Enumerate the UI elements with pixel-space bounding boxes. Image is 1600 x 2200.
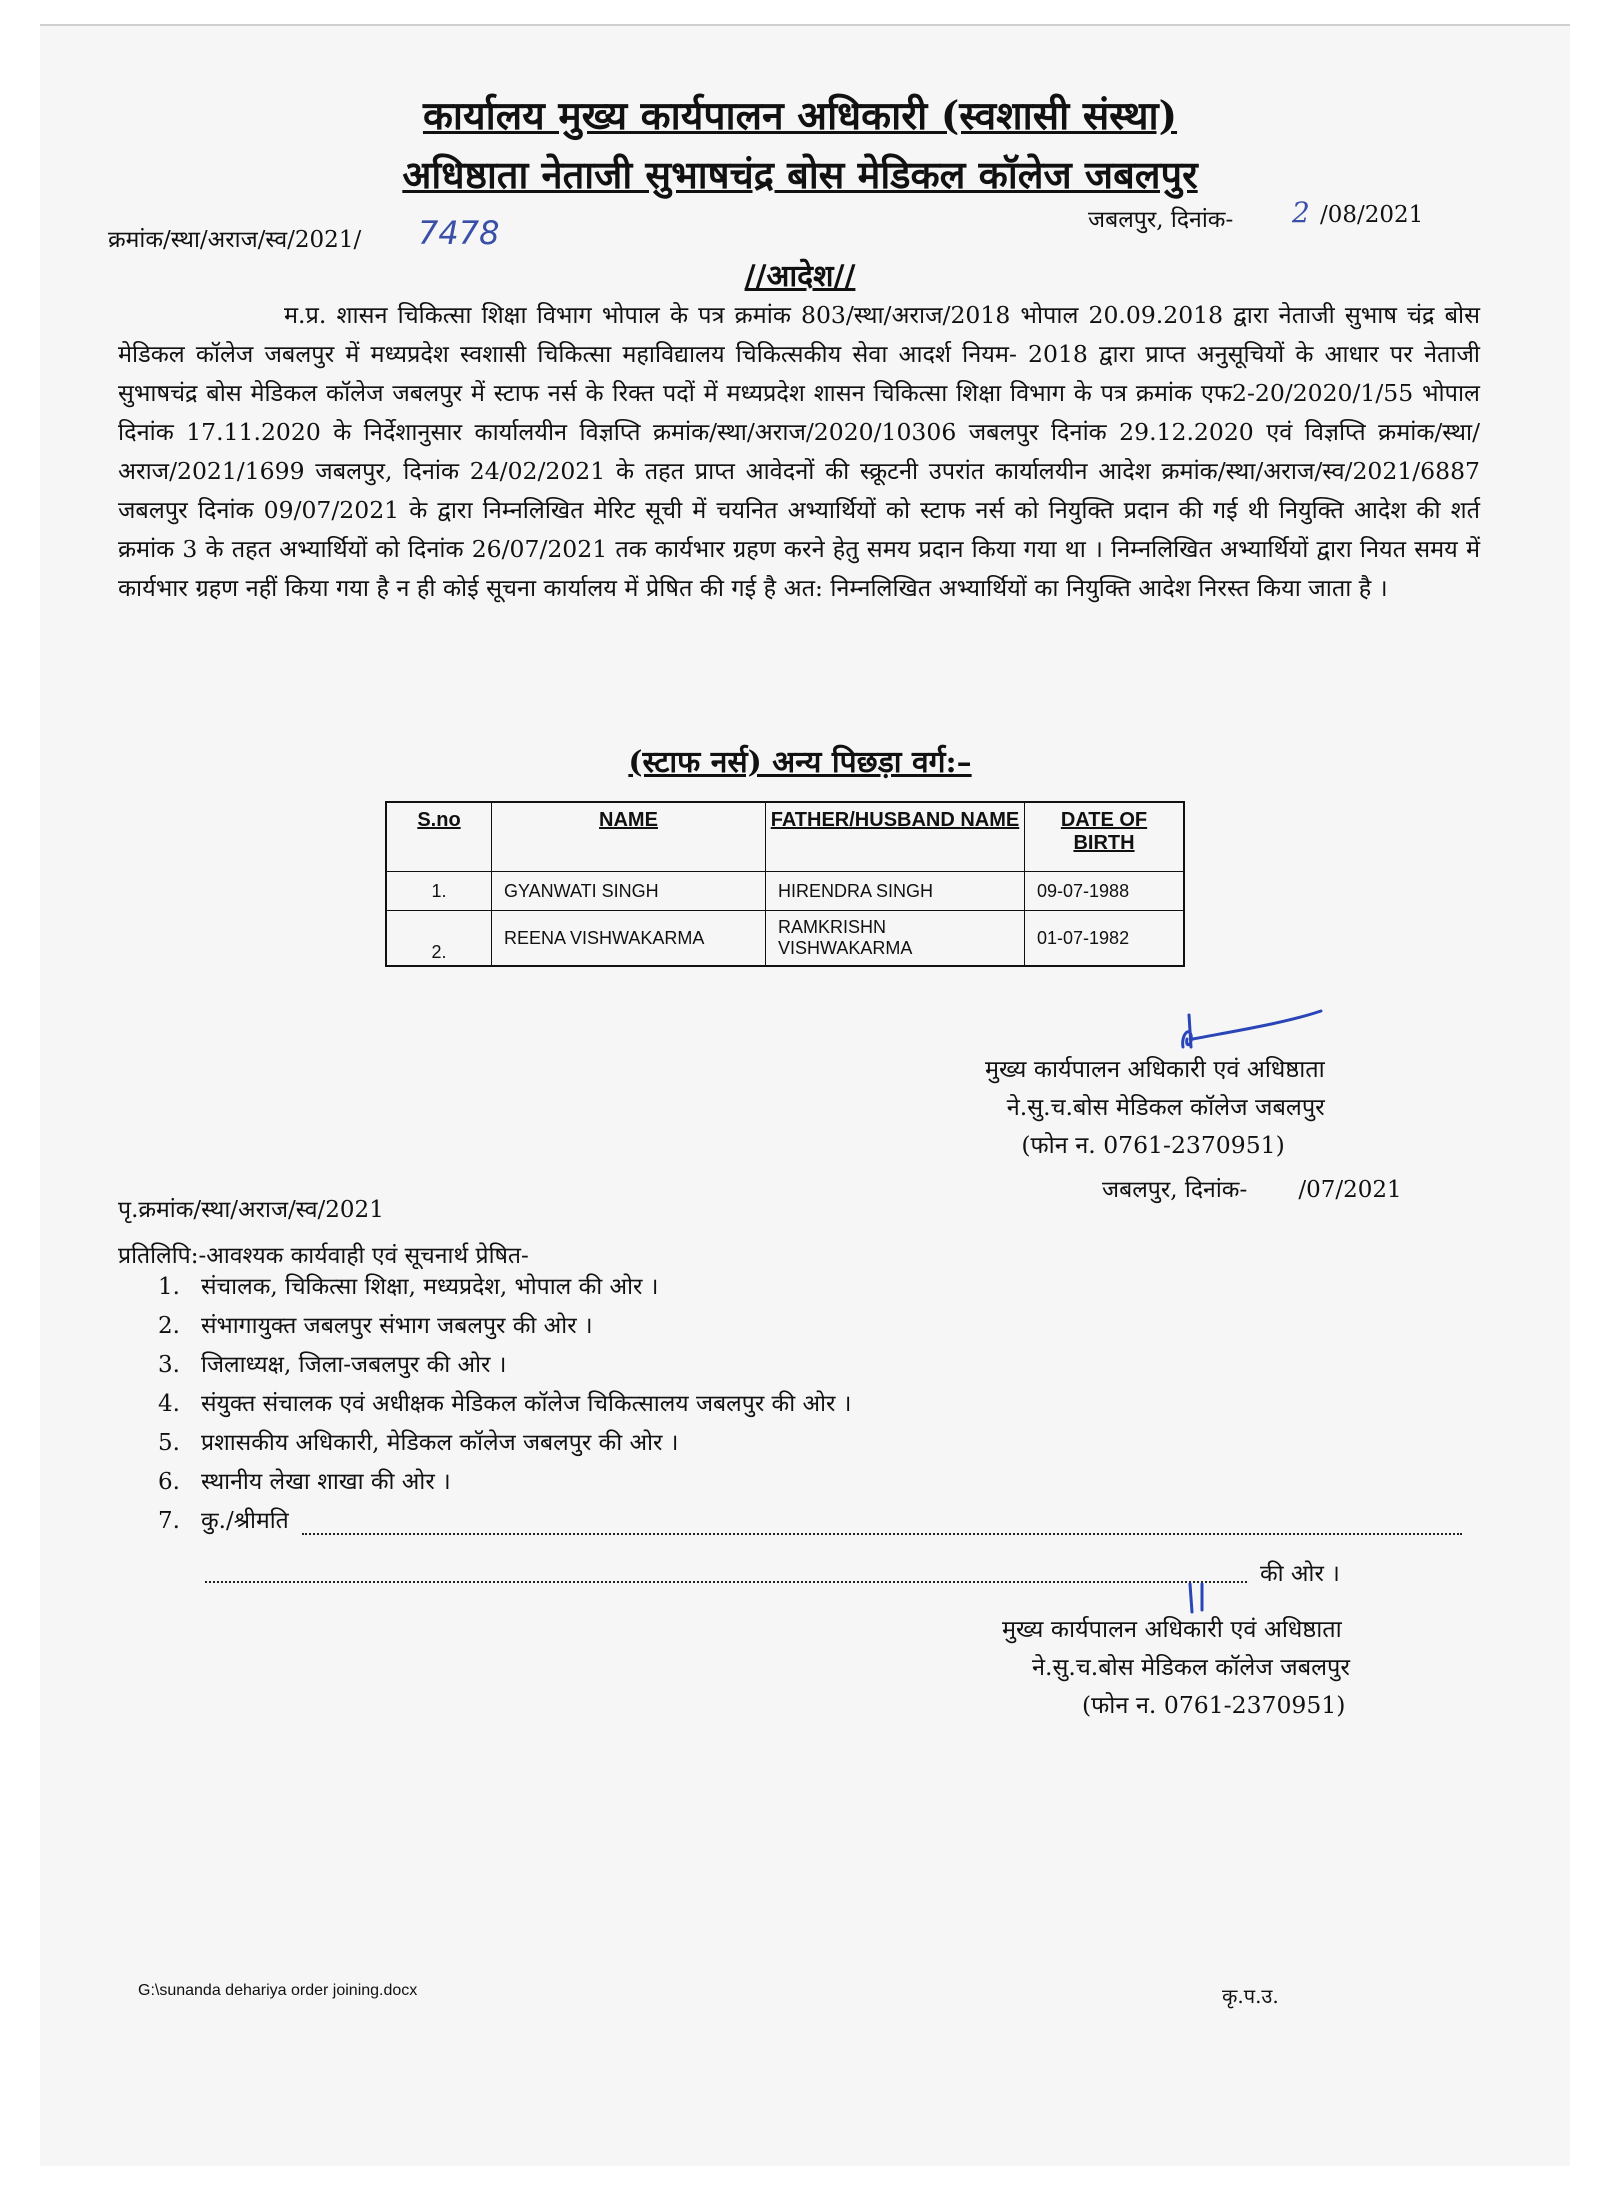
row-father-name: RAMKRISHN VISHWAKARMA — [766, 911, 1025, 967]
signatory-college: ने.सु.च.बोस मेडिकल कॉलेज जबलपुर — [1032, 1653, 1351, 1681]
table-header-row — [386, 802, 1184, 872]
signature-block-1 — [985, 1050, 1325, 1164]
staff-nurse-table — [385, 801, 1185, 967]
row-father-name: HIRENDRA SINGH — [766, 872, 1025, 911]
copy-date: जबलपुर, दिनांक- /07/2021 — [1102, 1177, 1402, 1203]
row-name: GYANWATI SINGH — [492, 872, 766, 911]
signatory-college: ने.सु.च.बोस मेडिकल कॉलेज जबलपुर — [1006, 1093, 1325, 1121]
handwritten-reference-number: 7478 — [418, 214, 500, 252]
header-name: NAME — [492, 802, 766, 872]
towards-text: की ओर । — [1260, 1561, 1340, 1587]
office-title: कार्यालय मुख्य कार्यपालन अधिकारी (स्वशासी संस्था) — [422, 93, 1178, 139]
table-row — [386, 872, 1184, 911]
copy-intro: प्रतिलिपि:-आवश्यक कार्यवाही एवं सूचनार्थ प्रेषित- — [118, 1243, 529, 1269]
please-turn-over: कृ.प.उ. — [1222, 1984, 1279, 2008]
signatory-designation: मुख्य कार्यपालन अधिकारी एवं अधिष्ठाता — [1002, 1615, 1342, 1643]
file-path: G:\sunanda dehariya order joining.docx — [138, 1982, 418, 1999]
row-dob: 09-07-1988 — [1025, 872, 1185, 911]
header-sno: S.no — [386, 802, 492, 872]
signatory-phone: (फोन न. 0761-2370951) — [1082, 1691, 1346, 1719]
header-date-of-birth: DATE OF BIRTH — [1025, 802, 1185, 872]
order-heading: //आदेश// — [744, 259, 856, 294]
row-dob: 01-07-1982 — [1025, 911, 1185, 967]
signature-mark — [1175, 1005, 1325, 1055]
reference-number-label: क्रमांक/स्था/अराज/स्व/2021/ — [108, 227, 362, 253]
date-label: जबलपुर, दिनांक- — [1088, 207, 1234, 233]
date-month-year: /08/2021 — [1320, 202, 1424, 228]
copy-reference: पृ.क्रमांक/स्था/अराज/स्व/2021 — [118, 1197, 384, 1223]
handwritten-date-day: 2 — [1292, 196, 1310, 229]
signatory-designation: मुख्य कार्यपालन अधिकारी एवं अधिष्ठाता — [985, 1055, 1325, 1083]
row-name: REENA VISHWAKARMA — [492, 911, 766, 967]
row-sno: 1. — [386, 872, 492, 911]
category-heading: (स्टाफ नर्स) अन्य पिछड़ा वर्ग:– — [628, 745, 972, 780]
college-title: अधिष्ठाता नेताजी सुभाषचंद्र बोस मेडिकल कॉलेज जबलपुर — [402, 152, 1198, 197]
blank-line-recipient — [302, 1533, 1462, 1535]
signature-block-2 — [1002, 1610, 1350, 1724]
table-row — [386, 911, 1184, 967]
row-sno: 2. — [386, 911, 492, 967]
header-father-husband-name: FATHER/HUSBAND NAME — [766, 802, 1025, 872]
order-body-paragraph: म.प्र. शासन चिकित्सा शिक्षा विभाग भोपाल के पत्र क्रमांक 803/स्था/अराज/2018 भोपाल 20.09.2018 द्वारा नेताजी सुभाष चंद्र बोस मेडिकल कॉलेज जबलपुर में मध्यप्रदेश स्वशासी चिकित्सा महाविद्यालय चिकित्सकीय सेवा आदर्श नियम- 2018 द्वारा प्राप्त अनुसूचियों के आधार पर नेताजी सुभाषचंद्र बोस मेडिकल कॉलेज जबलपुर में स्टाफ नर्स के रिक्त पदों में मध्यप्रदेश शासन चिकित्सा शिक्षा विभाग के पत्र क्रमांक एफ2-20/2020/1/55 भोपाल दिनांक 17.11.2020 के निर्देशानुसार कार्यालयीन विज्ञप्ति क्रमांक/स्था/अराज/2020/10306 जबलपुर दिनांक 29.12.2020 एवं विज्ञप्ति क्रमांक/स्था/ अराज/2021/1699 जबलपुर, दिनांक 24/02/2021 के तहत प्राप्त आवेदनों की स्क्रूटनी उपरांत कार्यालयीन आदेश क्रमांक/स्था/अराज/स्व/2021/6887 जबलपुर दिनांक 09/07/2021 के द्वारा निम्नलिखित मेरिट सूची में चयनित अभ्यार्थियों को स्टाफ नर्स को नियुक्ति प्रदान की गई थी नियुक्ति आदेश की शर्त क्रमांक 3 के तहत अभ्यार्थियों को दिनांक 26/07/2021 तक कार्यभार ग्रहण करने हेतु समय प्रदान किया गया था । निम्नलिखित अभ्यार्थियों द्वारा नियत समय में कार्यभार ग्रहण नहीं किया गया है न ही कोई सूचना कार्यालय में प्रेषित की गई है अत: निम्नलिखित अभ्यार्थियों का नियुक्ति आदेश निरस्त किया जाता है । — [118, 301, 1480, 602]
signatory-phone: (फोन न. 0761-2370951) — [1021, 1131, 1285, 1159]
blank-line-recipient-continued — [205, 1581, 1247, 1583]
